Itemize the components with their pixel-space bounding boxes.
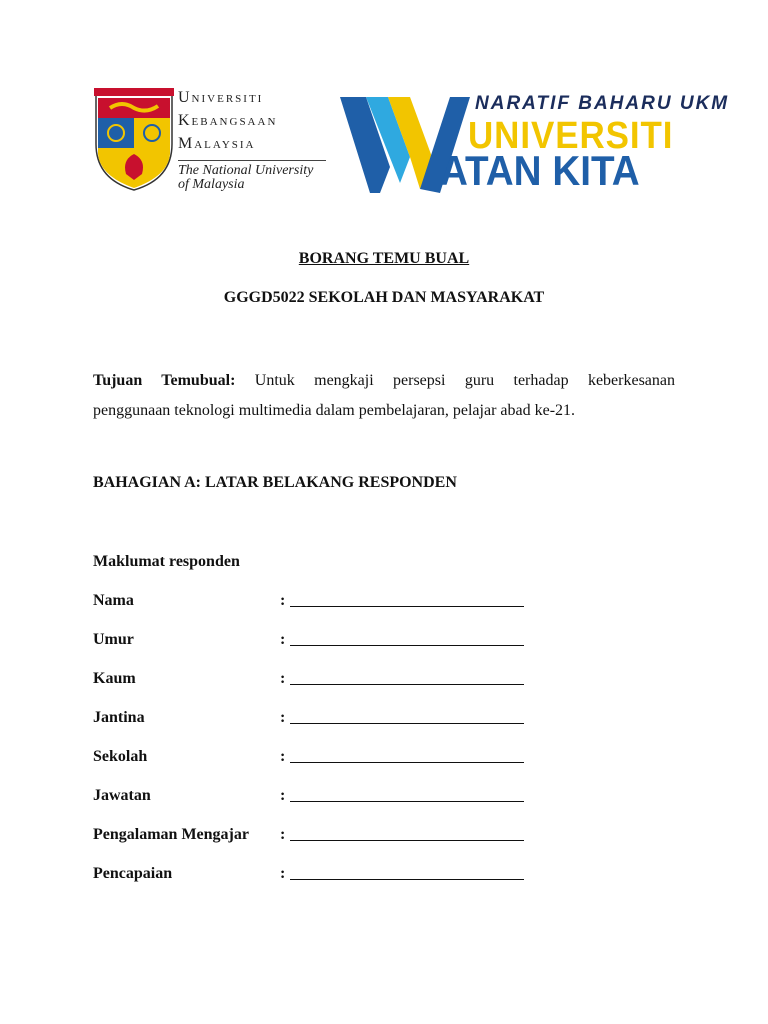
- field-umur: [93, 631, 533, 653]
- field-colon: :: [280, 787, 286, 804]
- field-label: Kaum: [93, 670, 136, 687]
- field-label: Umur: [93, 631, 134, 648]
- field-colon: :: [280, 670, 286, 687]
- field-jawatan: [93, 787, 533, 809]
- ukm-divider: [178, 160, 326, 161]
- field-label: Sekolah: [93, 748, 148, 765]
- purpose-text-1: Untuk mengkaji persepsi guru terhadap keberkesanan: [235, 372, 675, 389]
- field-kaum: [93, 670, 533, 692]
- ukm-english-2: of Malaysia: [178, 177, 245, 192]
- field-blank-line[interactable]: [290, 879, 524, 880]
- field-colon: :: [280, 592, 286, 609]
- purpose-label: Tujuan Temubual:: [93, 372, 236, 389]
- field-label: Pencapaian: [93, 865, 173, 882]
- course-title: GGGD5022 SEKOLAH DAN MASYARAKAT: [223, 289, 545, 306]
- respondent-info-heading: Maklumat responden: [93, 553, 240, 570]
- field-pencapaian: [93, 865, 533, 887]
- purpose-paragraph: [93, 366, 675, 426]
- ukm-logo: [92, 84, 328, 196]
- purpose-text-2: penggunaan teknologi multimedia dalam pembelajaran, pelajar abad ke-21.: [93, 402, 576, 419]
- form-title: BORANG TEMU BUAL: [298, 250, 470, 267]
- field-colon: :: [280, 826, 286, 843]
- ukm-line-2: Kebangsaan: [178, 112, 278, 129]
- purpose-line-1: [93, 366, 675, 396]
- field-blank-line[interactable]: [290, 723, 524, 724]
- field-label: Jantina: [93, 709, 145, 726]
- section-a-heading: BAHAGIAN A: LATAR BELAKANG RESPONDEN: [93, 474, 457, 491]
- field-blank-line[interactable]: [290, 762, 524, 763]
- field-blank-line[interactable]: [290, 801, 524, 802]
- field-blank-line[interactable]: [290, 606, 524, 607]
- ukm-line-3: Malaysia: [178, 135, 256, 152]
- field-pengalaman-mengajar: [93, 826, 533, 848]
- ukm-crest-icon: [92, 84, 176, 194]
- field-blank-line[interactable]: [290, 645, 524, 646]
- ukm-line-1: Universiti: [178, 89, 264, 106]
- field-colon: :: [280, 748, 286, 765]
- field-blank-line[interactable]: [290, 684, 524, 685]
- campaign-line-1: UNIVERSITI: [468, 115, 674, 157]
- field-colon: :: [280, 865, 286, 882]
- field-colon: :: [280, 631, 286, 648]
- field-blank-line[interactable]: [290, 840, 524, 841]
- ukm-wordmark: [178, 86, 328, 192]
- campaign-logo: [340, 93, 730, 194]
- field-label: Pengalaman Mengajar: [93, 826, 249, 843]
- field-nama: [93, 592, 533, 614]
- ukm-english-1: The National University: [178, 163, 314, 178]
- campaign-line-2: ATAN KITA: [440, 147, 640, 194]
- field-label: Jawatan: [93, 787, 151, 804]
- field-jantina: [93, 709, 533, 731]
- field-sekolah: [93, 748, 533, 770]
- field-colon: :: [280, 709, 286, 726]
- field-label: Nama: [93, 592, 134, 609]
- campaign-tagline: NARATIF BAHARU UKM: [475, 93, 730, 114]
